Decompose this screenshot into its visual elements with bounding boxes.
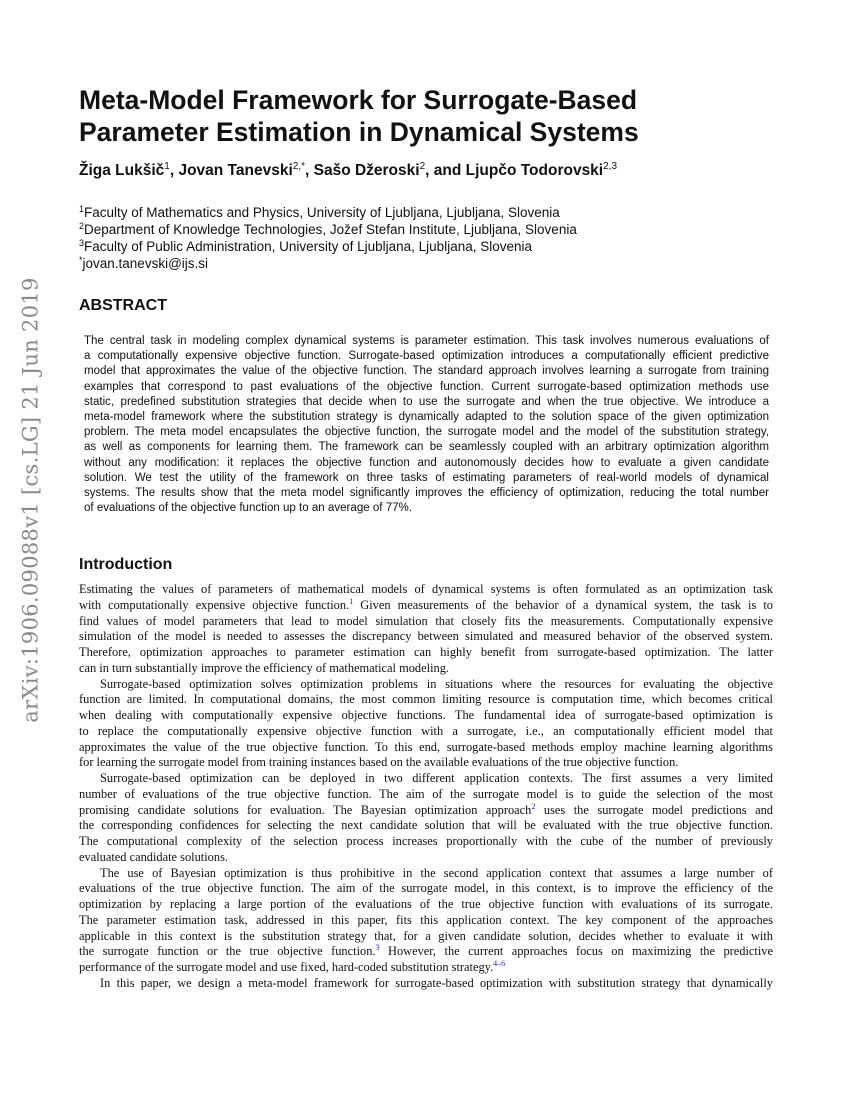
body-text: uses the surrogate model predictions and [535, 802, 773, 817]
paper-title [79, 84, 779, 148]
body-line: the corresponding confidences for selecting the next candidate solution that will be evaluated with the true objective function. [79, 818, 773, 833]
body-line: Therefore, optimization approaches to parameter estimation can highly benefit from surrogate-based optimization. The latter [79, 645, 773, 659]
abstract-line: of evaluations of the objective function up to an average of 77%. [84, 502, 413, 515]
body-line: to replace the computationally expensive objective function with a surrogate, i.e., an computationally efficient model that [79, 723, 773, 738]
abstract-line: The central task in modeling complex dynamical systems is parameter estimation. This task involves numerous evaluations of [84, 335, 769, 347]
author-list [79, 162, 617, 180]
affiliation-item [79, 204, 577, 221]
body-line: can in turn substantially improve the efficiency of mathematical modeling. [79, 660, 450, 675]
abstract-line: without any modification: it replaces the objective function and autonomously decides how to evaluate a given candidate [84, 456, 769, 469]
author-name: , and Ljupčo Todorovski [425, 162, 604, 179]
body-text: However, the current approaches focus on maximizing the predictive [379, 944, 774, 959]
body-line: The computational complexity of the selection process increases proportionally with the cube of the number of previously [79, 834, 773, 848]
body-line [79, 944, 773, 960]
arxiv-identifier-text: arXiv:1906.09088v1 [cs.LG] 21 Jun 2019 [19, 277, 43, 723]
affiliation-mark: 3 [79, 238, 85, 248]
body-line: Surrogate-based optimization can be deployed in two different application contexts. The first assumes a very limited [100, 771, 773, 785]
body-text: the surrogate function or the true objective function. [79, 944, 376, 959]
affiliation-text: Department of Knowledge Technologies, Jožef Stefan Institute, Ljubljana, Slovenia [84, 222, 577, 237]
body-line: find values of model parameters that lead to model simulation that closely fits the measurements. Computationally expensive [79, 613, 773, 628]
affiliation-item [79, 221, 577, 238]
body-line: when dealing with computationally expensive objective functions. The fundamental idea of surrogate-based optimization is [79, 708, 773, 722]
affiliation-item [79, 238, 577, 255]
contact-email-item [79, 255, 577, 272]
abstract-line: solution. We test the utility of the framework on three tasks of estimating parameters of real-world models of dynamical [84, 471, 769, 484]
body-line: simulation of the model is needed to assesses the discrepancy between simulated and measured behavior of the observed system. [79, 629, 773, 644]
abstract-line: meta-model framework where the substitution strategy is dynamically adapted to the solution space of the given optimization [84, 411, 769, 424]
body-line: applicable in this context is the substitution strategy that, for a given candidate solution, decides whether to evaluate it with [79, 928, 773, 943]
body-line: The use of Bayesian optimization is thus prohibitive in the second application context that assumes a large number of [100, 865, 773, 880]
body-line: In this paper, we design a meta-model framework for surrogate-based optimization with substitution strategy that dynamically [100, 975, 773, 990]
author-affiliation-mark: 1 [164, 161, 170, 172]
contact-email: jovan.tanevski@ijs.si [82, 256, 209, 271]
abstract-line: systems. The results show that the meta model significantly improves the efficiency of optimization, reducing the total number [84, 487, 769, 500]
abstract-line: problem. The meta model encapsulates the objective function, the surrogate model and the model of the substitution strategy, [84, 426, 769, 439]
body-text: performance of the surrogate model and use fixed, hard-coded substitution strategy. [79, 960, 494, 974]
abstract-line: examples that correspond to past evaluations of the objective function. Current surrogate-based optimization methods use [84, 380, 769, 393]
body-text: promising candidate solutions for evaluation. The Bayesian optimization approach [79, 802, 532, 817]
abstract-body [84, 334, 769, 516]
citation-link[interactable]: 1 [349, 596, 354, 606]
body-line: Estimating the values of parameters of mathematical models of dynamical systems is often formulated as an optimization task [79, 582, 773, 596]
arxiv-identifier-stamp [8, 277, 54, 723]
introduction-heading: Introduction [79, 556, 173, 573]
body-text: Given measurements of the behavior of a dynamical system, the task is to [353, 597, 773, 612]
affiliation-text: Faculty of Public Administration, University of Ljubljana, Ljubljana, Slovenia [84, 239, 533, 254]
body-line: number of evaluations of the true objective function. The aim of the surrogate model is to guide the selection of the most [79, 786, 773, 801]
body-line: optimization by replacing a large portion of the evaluations of the true objective function with evaluations of its surrogate. [79, 897, 773, 911]
affiliation-mark: 2 [79, 221, 85, 231]
author-name: , Jovan Tanevski [169, 162, 293, 179]
author-affiliation-mark: 2 [419, 161, 426, 172]
affiliation-mark: * [79, 255, 83, 265]
author-affiliation-mark: 2,* [292, 161, 305, 172]
author-name: Žiga Lukšič [79, 162, 165, 179]
abstract-line: model that approximates the value of the objective function. The standard approach involves learning a surrogate from training [84, 365, 769, 378]
abstract-line: as well as components for learning them. The framework can be seamlessly coupled with an arbitrary optimization algorithm [84, 441, 769, 454]
body-line: for learning the surrogate model from training instances based on the available evaluations of the true objective function. [79, 755, 679, 770]
title-line: Parameter Estimation in Dynamical Systems [79, 117, 639, 147]
body-line [79, 960, 773, 976]
body-line: function are limited. In computational domains, the most common limiting resource is computation time, which becomes critical [79, 692, 773, 707]
affiliation-mark: 1 [79, 204, 85, 214]
citation-link[interactable]: 4–6 [493, 959, 506, 968]
author-affiliation-mark: 2,3 [603, 161, 618, 172]
body-line: evaluated candidate solutions. [79, 849, 228, 864]
body-line: approximates the value of the true objective function. To this end, surrogate-based methods employ machine learning algorithms [79, 739, 773, 754]
body-line [79, 598, 773, 614]
body-line [79, 803, 773, 819]
citation-link[interactable]: 2 [531, 801, 536, 811]
body-line: evaluations of the true objective function. The aim of the surrogate model, in this context, is to improve the efficiency of the [79, 881, 773, 896]
body-line: Surrogate-based optimization solves optimization problems in situations where the resources for evaluating the objective [100, 676, 773, 691]
citation-link[interactable]: 3 [375, 943, 380, 953]
body-text: with computationally expensive objective function. [79, 597, 350, 612]
title-line: Meta-Model Framework for Surrogate-Based [79, 85, 638, 115]
abstract-line: a computationally expensive objective function. Surrogate-based optimization introduces a computationally efficient predictive [84, 350, 769, 363]
affiliation-text: Faculty of Mathematics and Physics, University of Ljubljana, Ljubljana, Slovenia [84, 205, 560, 220]
abstract-heading: ABSTRACT [79, 297, 167, 314]
affiliation-list [79, 204, 577, 272]
introduction-body [79, 582, 773, 992]
abstract-line: static, predefined substitution strategies that decide when to use the surrogate and when the true objective. We introduce a [84, 395, 769, 408]
author-name: , Sašo Džeroski [305, 162, 420, 179]
body-line: The parameter estimation task, addressed in this paper, fits this application context. The key component of the approaches [79, 912, 773, 927]
